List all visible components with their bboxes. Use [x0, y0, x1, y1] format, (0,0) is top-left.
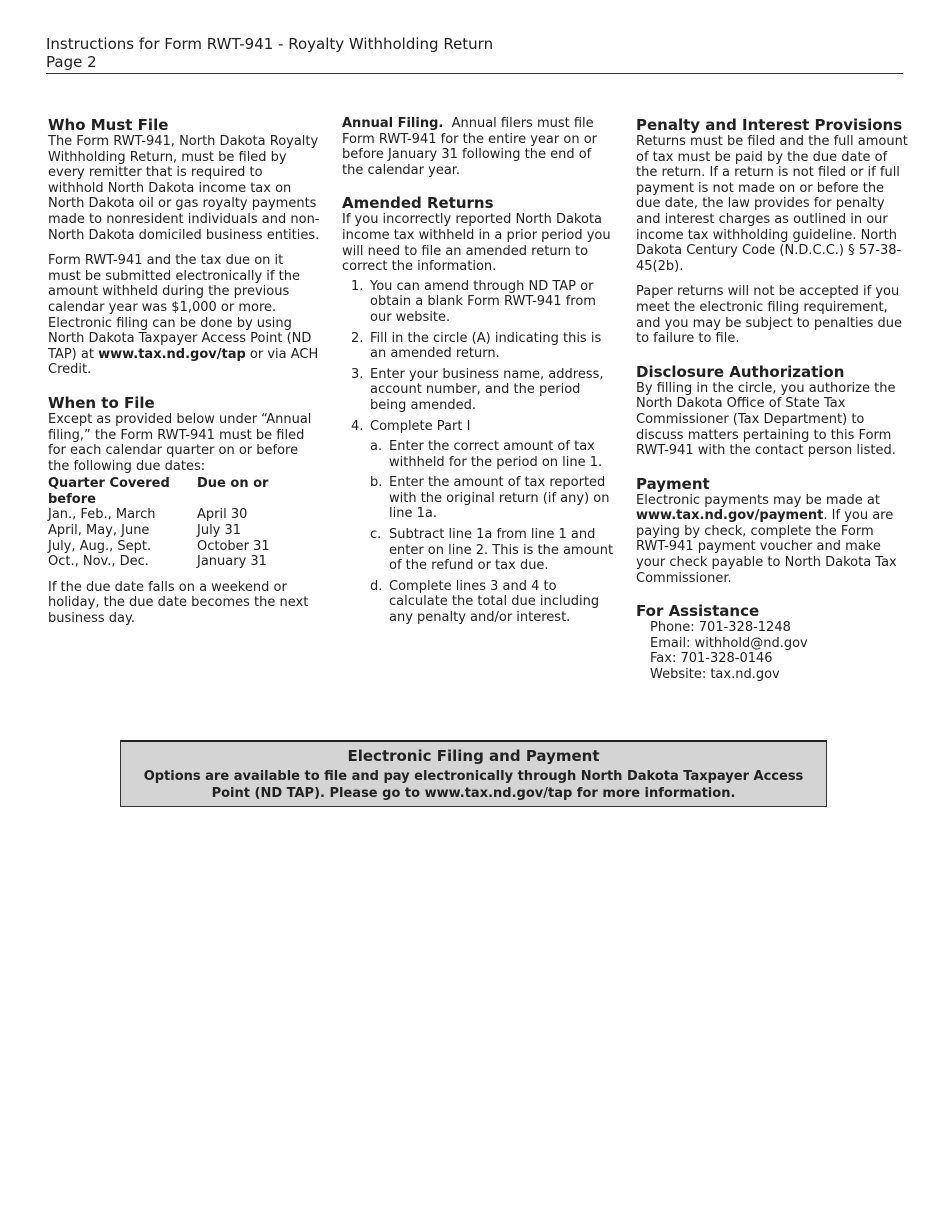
due-cell: January 31: [197, 554, 267, 570]
column-middle: [342, 116, 614, 631]
disclosure-text: By filling in the circle, you authorize the North Dakota Office of State Tax Commissioner (Tax Department) to discuss matters pertaining to this Form RWT-941 with the contact person listed.: [636, 380, 896, 459]
column-header-due: Due on or: [197, 476, 269, 492]
table-row: [48, 507, 270, 523]
penalty-heading: Penalty and Interest Provisions: [636, 116, 903, 134]
amended-returns-text: If you incorrectly reported North Dakota income tax withheld in a prior period you will need to file an amended return to correct the information.: [342, 212, 611, 275]
table-row: [48, 523, 270, 539]
efile-notice-text: Options are available to file and pay electronically through North Dakota Taxpayer Access Point (ND TAP). Please go to www.tax.nd.gov/tap for more information.: [143, 769, 804, 801]
disclosure-heading: Disclosure Authorization: [636, 362, 845, 381]
when-to-file-text: Except as provided below under “Annual filing,” the Form RWT-941 must be filed for each calendar quarter on or before the following due dates:: [48, 411, 312, 474]
weekend-note: If the due date falls on a weekend or holiday, the due date becomes the next business day.: [48, 579, 309, 627]
document-title: Instructions for Form RWT-941 - Royalty Withholding Return: [46, 35, 494, 53]
efile-notice-title: Electronic Filing and Payment: [347, 747, 600, 765]
due-cell: July 31: [197, 523, 242, 539]
list-item: 3. Enter your business name, address, account number, and the period being amended.: [351, 366, 604, 413]
table-row: [48, 554, 270, 570]
quarter-cell: Jan., Feb., March: [48, 507, 156, 523]
electronic-requirement-text: Form RWT-941 and the tax due on it must be submitted electronically if the amount withheld during the previous calendar year was $1,000 or more. Electronic filing can be done by using North Dakota Taxpayer Access Point (ND TAP) at www.tax.nd.gov/tap or via ACH Credit.: [48, 253, 319, 378]
quarter-cell: April, May, June: [48, 523, 150, 539]
page-header: [46, 35, 903, 74]
when-to-file-heading: When to File: [48, 393, 155, 412]
list-item: c. Subtract line 1a from line 1 and enter on line 2. This is the amount of the refund or tax due.: [370, 527, 614, 574]
list-item: d. Complete lines 3 and 4 to calculate the total due including any penalty and/or interest.: [370, 578, 600, 626]
part-one-substeps: [370, 439, 614, 626]
list-item: a. Enter the correct amount of tax withheld for the period on line 1.: [370, 439, 603, 470]
penalty-text: Returns must be filed and the full amount of tax must be paid by the due date of the return. If a return is not filed or if full payment is not made on or before the due date, the law provides for penalty and interest charges as outlined in our income tax withholding guideline. North Dakota Century Code (N.D.C.C.) § 57-38-45(2b).: [636, 134, 908, 274]
assistance-heading: For Assistance: [636, 602, 760, 621]
page-number: Page 2: [46, 53, 97, 71]
list-item: 1. You can amend through ND TAP or obtain a blank Form RWT-941 from our website.: [351, 278, 596, 325]
payment-link[interactable]: www.tax.nd.gov/payment: [636, 508, 824, 524]
contact-phone: Phone: 701-328-1248: [650, 620, 791, 636]
who-must-file-heading: Who Must File: [48, 116, 169, 134]
efile-notice-box: [120, 740, 827, 807]
list-item: 2. Fill in the circle (A) indicating this is an amended return.: [351, 330, 602, 362]
column-left: [48, 116, 320, 627]
tap-link[interactable]: www.tax.nd.gov/tap: [98, 346, 246, 362]
list-item: b. Enter the amount of tax reported with the original return (if any) on line 1a.: [370, 475, 610, 522]
annual-filing-text: Annual Filing. Annual filers must file Form RWT-941 for the entire year on or before January 31 following the end of the calendar year.: [342, 116, 597, 178]
contact-fax: Fax: 701-328-0146: [650, 651, 773, 667]
payment-heading: Payment: [636, 474, 710, 493]
column-right: [636, 116, 908, 683]
column-header-quarter: Quarter Covered before: [48, 476, 170, 507]
contact-website[interactable]: Website: tax.nd.gov: [650, 667, 780, 683]
contact-email[interactable]: Email: withhold@nd.gov: [650, 635, 808, 651]
quarter-cell: Oct., Nov., Dec.: [48, 554, 149, 570]
due-cell: April 30: [197, 507, 248, 523]
who-must-file-text: The Form RWT-941, North Dakota Royalty Withholding Return, must be filed by every remitter that is required to withhold North Dakota income tax on North Dakota oil or gas royalty payments made to nonresident individuals and non-North Dakota domiciled business entities.: [48, 134, 320, 243]
paper-returns-text: Paper returns will not be accepted if you meet the electronic filing requirement, and you may be subject to penalties due to failure to file.: [636, 284, 903, 347]
amended-returns-heading: Amended Returns: [342, 194, 494, 213]
quarter-cell: July, Aug., Sept.: [48, 538, 152, 554]
due-dates-table: [48, 476, 270, 570]
list-item: 4. Complete Part I a. Enter the correct amount of tax withheld for the period on line 1. b. Enter the amount of tax reported with the original return (if any) on line 1a. c. Subtract line 1a from line 1 and enter on line 2. This is the amount of the refund or tax due. d. Complete lines 3 and 4 to calculate the total due including any penalty and/or interest.: [351, 418, 614, 626]
table-row: [48, 539, 270, 555]
payment-text: Electronic payments may be made at www.tax.nd.gov/payment. If you are paying by check, complete the Form RWT-941 payment voucher and make your check payable to North Dakota Tax Commissioner.: [636, 492, 897, 586]
amended-steps-list: [342, 279, 614, 626]
contact-block: [636, 620, 908, 682]
due-cell: October 31: [197, 538, 270, 554]
